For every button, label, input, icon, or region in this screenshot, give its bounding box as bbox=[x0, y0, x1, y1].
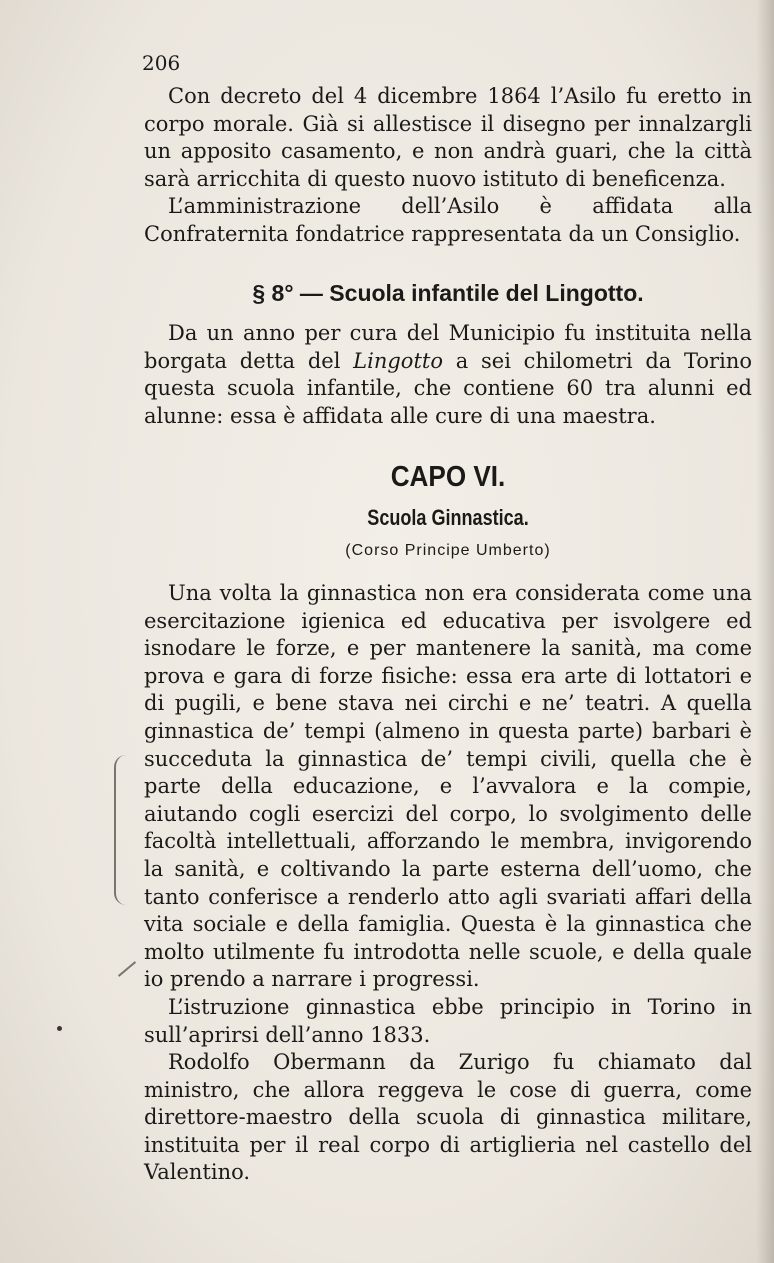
place-name-lingotto: Lingotto bbox=[353, 348, 443, 373]
gymnastics-text bbox=[144, 580, 752, 1187]
page-edge-shadow bbox=[756, 0, 774, 1263]
paragraph-gymnastics-history: Una volta la ginnastica non era considerata come una esercitazione igienica ed educativa per isvolgere ed isnodare le forze, e per mantenere la sanità, ma come prova e gara di forze fisiche: essa era arte di lottatori e di pugili, e bene stava nei circhi e ne’ teatri. A quella ginnastica de’ tempi (almeno in questa parte) barbari è succeduta la ginnastica de’ tempi civili, quella che è parte della educazione, e l’avvalora e la compie, aiutando cogli esercizi del corpo, lo svolgimento delle facoltà intellettuali, afforzando le membra, invigorendo la sanità, e coltivando la parte esterna dell’uomo, che tanto conferisce a renderlo atto agli svariati affari della vita sociale e della famiglia. Questa è la ginnastica che molto utilmente fu introdotta nelle scuole, e della quale io prendo a narrare i progressi. bbox=[144, 581, 752, 992]
chapter-location: (Corso Principe Umberto) bbox=[345, 542, 551, 559]
intro-text bbox=[144, 83, 752, 249]
margin-dot-mark bbox=[57, 1026, 62, 1031]
paragraph-decree: Con decreto del 4 dicembre 1864 l’Asilo fu eretto in corpo morale. Già si allestisce il disegno per innalzargli un apposito casamento, e non andrà guari, che la città sarà arricchita di questo nuovo istituto di beneficenza. bbox=[144, 84, 752, 191]
chapter-subtitle: Scuola Ginnastica. bbox=[367, 505, 529, 530]
paragraph-lingotto bbox=[144, 320, 752, 430]
paragraph-obermann: Rodolfo Obermann da Zurigo fu chiamato dal ministro, che allora reggeva le cose di guerra, come direttore-maestro della scuola di ginnastica militare, instituita per il real corpo di artiglieria nel castello del Valentino. bbox=[144, 1050, 752, 1185]
lingotto-text-start: Da un anno per cura del Municipio fu instituita nella borgata detta del bbox=[144, 321, 752, 373]
chapter-title: CAPO VI. bbox=[390, 461, 506, 493]
section-text bbox=[144, 320, 752, 430]
margin-tick-mark bbox=[118, 961, 136, 977]
margin-bracket-mark bbox=[114, 755, 130, 905]
section-heading: § 8° — Scuola infantile del Lingotto. bbox=[252, 280, 644, 306]
page-number: 206 bbox=[142, 51, 181, 75]
lingotto-text-end: a sei chilometri da Torino questa scuola infantile, che contiene 60 tra alunni ed alunne: essa è affidata alle cure di una maestra. bbox=[144, 348, 752, 428]
paragraph-administration: L’amministrazione dell’Asilo è affidata alla Confraternita fondatrice rappresentata da un Consiglio. bbox=[144, 194, 752, 246]
paragraph-instruction-start: L’istruzione ginnastica ebbe principio in Torino in sull’aprirsi dell’anno 1833. bbox=[144, 994, 752, 1047]
